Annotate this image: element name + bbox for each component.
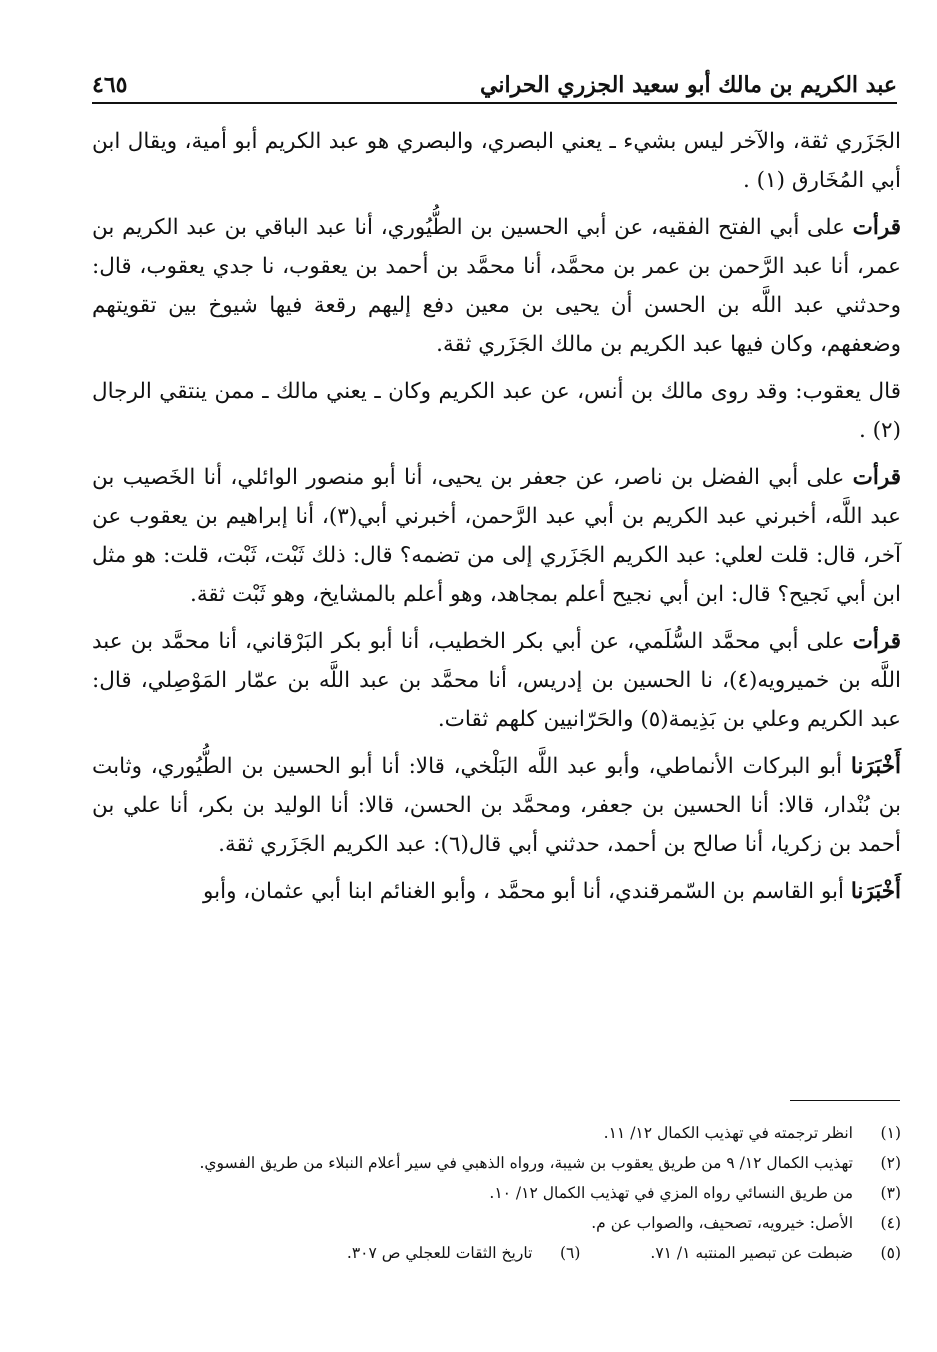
paragraph-text: على أبي الفتح الفقيه، عن أبي الحسين بن الطُّيُوري، أنا عبد الباقي بن عبد الكريم بن عمر، أنا عبد الرَّحمن بن عمر بن محمَّد، أنا محمَّد بن أحمد بن يعقوب، نا جدي يعقوب، قال: وحدثني عبد اللَّه بن الحسن أن يحيى بن معين دفع إليهم رقعة فيها شيوخ بين تقويتهم وضعفهم، وكان فيها عبد الكريم بن مالك الجَزَري ثقة. <box>92 215 901 357</box>
footnote <box>92 1208 901 1238</box>
footnote <box>92 1178 901 1208</box>
paragraph <box>92 872 901 911</box>
running-title: عبد الكريم بن مالك أبو سعيد الجزري الحراني <box>480 72 897 98</box>
footnote-text: تهذيب الكمال ١٢/ ٩ من طريق يعقوب بن شيبة، ورواه الذهبي في سير أعلام النبلاء من طريق الفسوي. <box>199 1154 853 1172</box>
paragraph-lead: قرأت <box>852 629 901 654</box>
footnote <box>92 1148 901 1178</box>
footnote-text: ضبطت عن تبصير المنتبه ١/ ٧١. <box>650 1244 853 1262</box>
footnote-number: (٦) <box>559 1244 581 1262</box>
footnotes <box>92 1118 901 1268</box>
footnote-text: من طريق النسائي رواه المزي في تهذيب الكمال ١٢/ ١٠. <box>489 1184 853 1202</box>
footnote-text: الأصل: خيرويه، تصحيف، والصواب عن م. <box>591 1214 853 1232</box>
page-header <box>92 56 897 104</box>
footnote-number: (٢) <box>880 1154 901 1172</box>
footnote-number: (١) <box>880 1124 901 1142</box>
main-text <box>92 122 901 919</box>
footnote-number: (٥) <box>880 1244 901 1262</box>
paragraph-text: أبو البركات الأنماطي، وأبو عبد اللَّه البَلْخي، قالا: أنا أبو الحسين بن الطُّيُوري، وثابت بن بُنْدار، قالا: أنا الحسين بن جعفر، ومحمَّد بن الحسن، قالا: أنا الوليد بن بكر، أنا علي بن أحمد بن زكريا، أنا صالح بن أحمد، حدثني أبي قال(٦): عبد الكريم الجَزَري ثقة. <box>92 754 901 857</box>
paragraph-lead: أَخْبَرَنا <box>850 754 901 779</box>
paragraph-lead: قرأت <box>852 465 901 490</box>
footnote-row <box>92 1238 901 1268</box>
paragraph <box>92 747 901 864</box>
footnote-number: (٣) <box>880 1184 901 1202</box>
paragraph-text: أبو القاسم بن السّمرقندي، أنا أبو محمَّد ، وأبو الغنائم ابنا أبي عثمان، وأبو <box>203 879 851 904</box>
paragraph-lead: أَخْبَرَنا <box>850 879 901 904</box>
paragraph-text: قال يعقوب: وقد روى مالك بن أنس، عن عبد الكريم وكان ـ يعني مالك ـ ممن ينتقي الرجال (٢) . <box>92 379 901 443</box>
paragraph-text: على أبي محمَّد السُّلَمي، عن أبي بكر الخطيب، أنا أبو بكر البَرْقاني، أنا محمَّد بن عبد اللَّه بن خميرويه(٤)، نا الحسين بن إدريس، أنا محمَّد بن عبد اللَّه بن عمّار المَوْصِلي، قال: عبد الكريم وعلي بن بَذِيمة(٥) والحَرّانيين كلهم ثقات. <box>92 629 901 732</box>
footnote <box>650 1238 901 1268</box>
paragraph <box>92 122 901 200</box>
footnote-divider <box>790 1100 900 1101</box>
footnote <box>92 1118 901 1148</box>
paragraph <box>92 208 901 364</box>
paragraph <box>92 372 901 450</box>
page-number: ٤٦٥ <box>92 72 128 98</box>
paragraph <box>92 622 901 739</box>
paragraph-text: على أبي الفضل بن ناصر، عن جعفر بن يحيى، أنا أبو منصور الوائلي، أنا الخَصيب بن عبد اللَّه، أخبرني عبد الكريم بن أبي عبد الرَّحمن، أخبرني أبي(٣)، أنا إبراهيم بن يعقوب عن آخر، قال: قلت لعلي: عبد الكريم الجَزَري إلى من تضمه؟ قال: ذلك ثَبْت، ثَبْت، قلت: هو مثل ابن أبي نَجيح؟ قال: ابن أبي نجيح أعلم بمجاهد، وهو أعلم بالمشايخ، وهو ثَبْت ثقة. <box>92 465 901 607</box>
paragraph-lead: قرأت <box>852 215 901 240</box>
footnote-text: انظر ترجمته في تهذيب الكمال ١٢/ ١١. <box>603 1124 853 1142</box>
footnote-text: تاريخ الثقات للعجلي ص ٣٠٧. <box>346 1244 533 1262</box>
paragraph-text: الجَزَري ثقة، والآخر ليس بشيء ـ يعني البصري، والبصري هو عبد الكريم أبو أمية، ويقال ابن أبي المُخَارق (١) . <box>92 129 901 193</box>
paragraph <box>92 458 901 614</box>
footnote <box>347 1238 580 1268</box>
footnote-number: (٤) <box>880 1214 901 1232</box>
